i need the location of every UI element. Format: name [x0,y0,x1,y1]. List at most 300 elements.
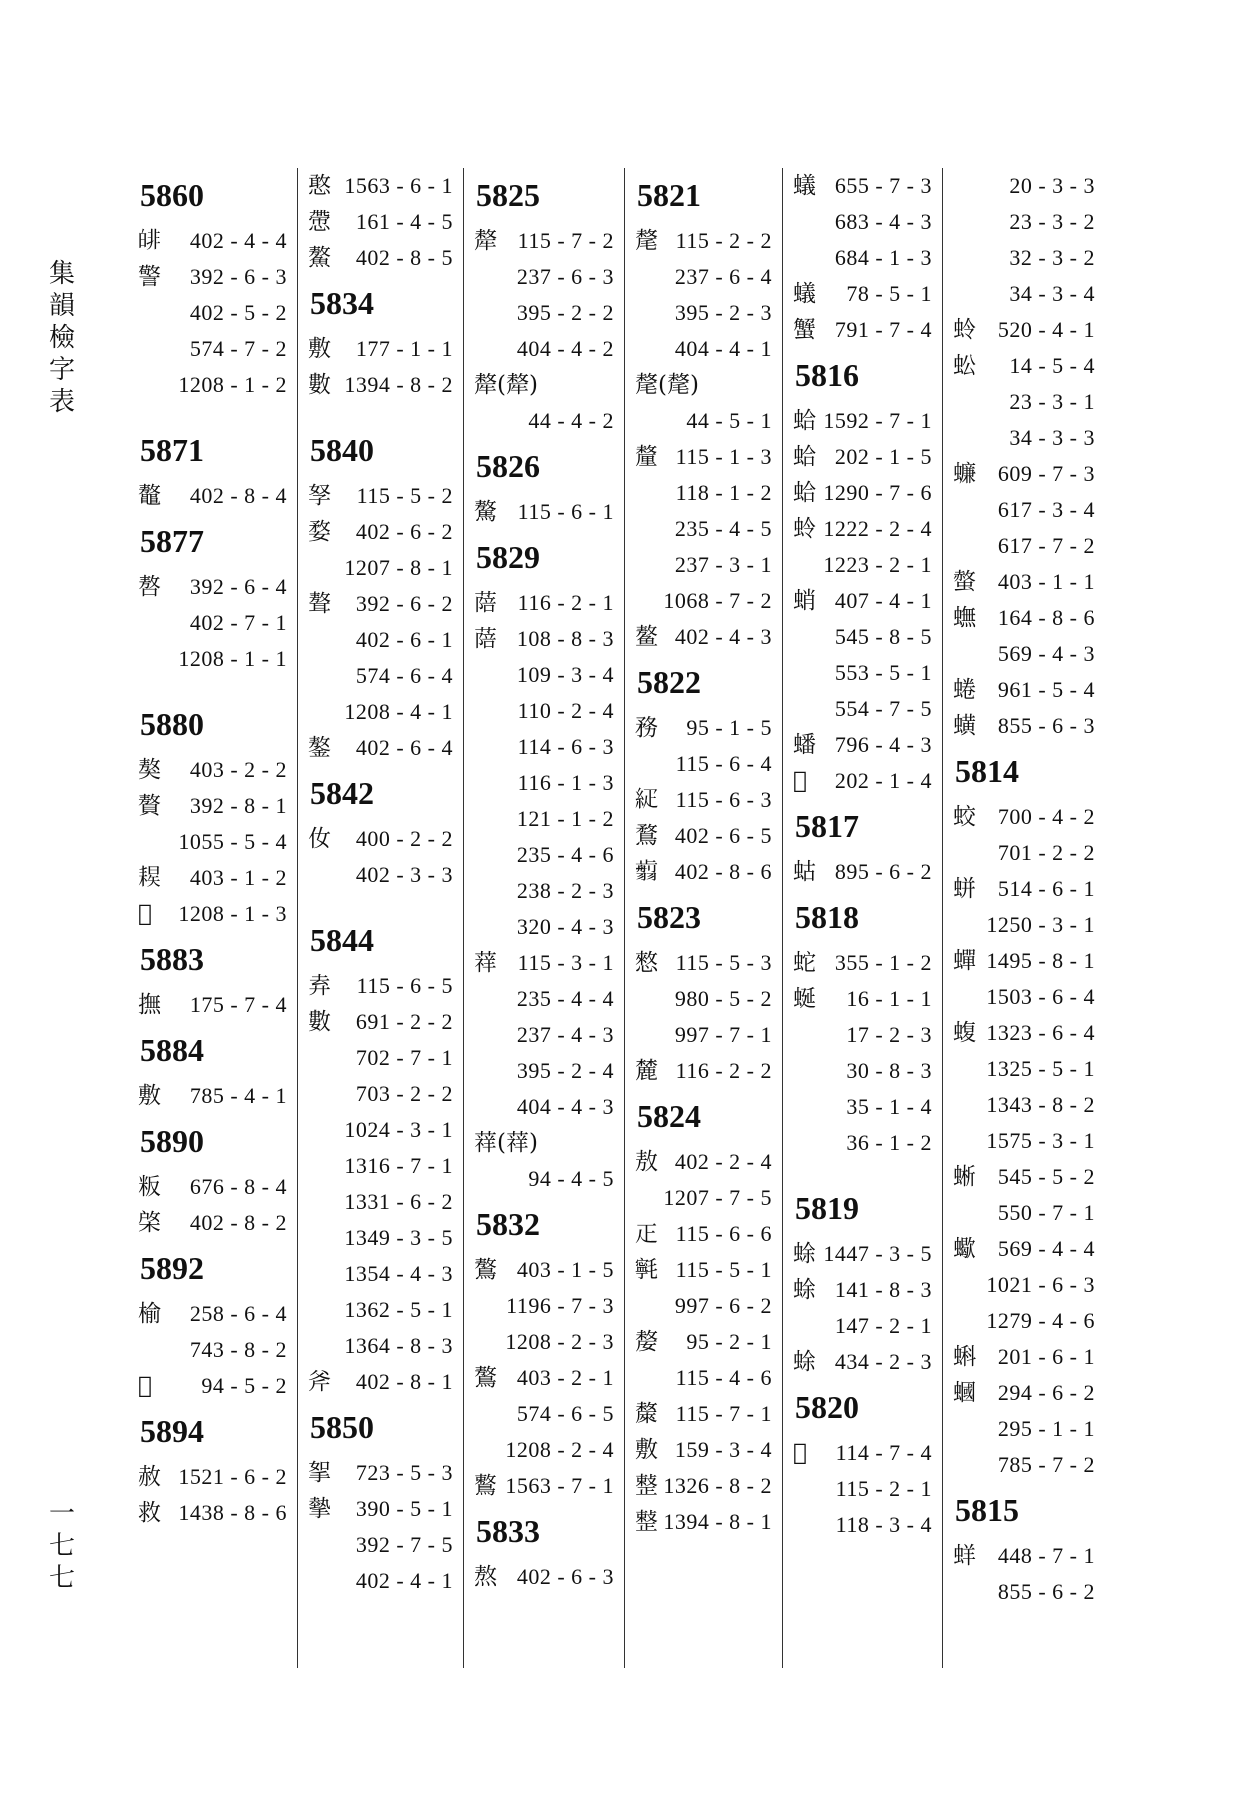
index-entry [306,694,457,730]
index-entry [791,619,936,655]
entry-character: 䔒 [474,590,497,616]
index-entry [136,223,291,259]
index-entry [633,1252,776,1288]
entry-character: 聱 [308,591,331,617]
page-reference: 94 - 4 - 5 [528,1166,614,1191]
page-reference: 108 - 8 - 3 [516,626,614,651]
page-reference: 141 - 8 - 3 [834,1277,932,1302]
page-reference: 1364 - 8 - 3 [344,1333,453,1358]
index-entry [951,672,1099,708]
index-entry [951,1087,1099,1123]
page-reference: 785 - 7 - 2 [997,1452,1095,1477]
index-entry [472,1559,618,1595]
page-reference: 855 - 6 - 3 [997,713,1095,738]
entry-character: 蛤 [793,444,816,470]
index-entry [633,223,776,259]
page-reference: 404 - 4 - 3 [516,1094,614,1119]
entry-character: 𥿇 [635,787,658,813]
page-reference: 684 - 1 - 3 [834,245,932,270]
page-reference: 115 - 4 - 6 [675,1365,772,1390]
index-entry [951,276,1099,312]
entry-character: 䔒 [474,626,497,652]
page-reference: 36 - 1 - 2 [846,1130,932,1155]
index-entry [472,1432,618,1468]
index-entry [472,367,618,403]
page-reference: 791 - 7 - 4 [834,317,932,342]
index-entry [951,528,1099,564]
entry-character: 犛 [474,228,497,254]
index-entry [136,824,291,860]
index-entry [633,1432,776,1468]
index-entry [791,854,936,890]
page-reference: 1068 - 7 - 2 [663,588,772,613]
index-entry [791,168,936,204]
index-entry [633,1017,776,1053]
page-reference: 743 - 8 - 2 [189,1337,287,1362]
index-entry [951,1375,1099,1411]
page-reference: 1349 - 3 - 5 [344,1225,453,1250]
index-entry [633,746,776,782]
page-reference: 320 - 4 - 3 [516,914,614,939]
index-entry [791,547,936,583]
page-reference: 235 - 4 - 4 [516,986,614,1011]
page-reference: 403 - 1 - 2 [189,865,287,890]
index-entry [306,730,457,766]
page-reference: 545 - 5 - 2 [997,1164,1095,1189]
entry-character: 蛉 [953,317,976,343]
page-reference: 404 - 4 - 1 [674,336,772,361]
page-reference: 574 - 6 - 5 [516,1401,614,1426]
page-reference: 997 - 6 - 2 [674,1293,772,1318]
page-reference: 115 - 6 - 3 [675,787,772,812]
radical-group-heading: 5816 [795,357,859,393]
index-entry [472,1468,618,1504]
page-reference: 403 - 1 - 1 [997,569,1095,594]
index-entry [951,1303,1099,1339]
page-reference: 395 - 2 - 2 [516,300,614,325]
entry-character: 䔗 [474,950,497,976]
index-entry [306,1491,457,1527]
index-entry [951,1051,1099,1087]
index-entry [136,259,291,295]
page-reference: 115 - 6 - 1 [517,499,614,524]
entry-character: 蛇 [793,950,816,976]
page-reference: 609 - 7 - 3 [997,461,1095,486]
radical-group-heading: 5832 [476,1206,540,1242]
page-reference: 1316 - 7 - 1 [344,1153,453,1178]
index-entry [472,403,618,439]
index-entry [791,403,936,439]
entry-character: 救 [138,1500,161,1526]
index-entry [136,1205,291,1241]
page-reference: 402 - 4 - 1 [355,1568,453,1593]
page-reference: 1563 - 6 - 1 [344,173,453,198]
entry-character: 蟻 [793,173,816,199]
page-reference: 1222 - 2 - 4 [823,516,932,541]
page-reference: 402 - 5 - 2 [189,300,287,325]
index-entry [472,295,618,331]
index-entry [472,1252,618,1288]
index-entry [791,1017,936,1053]
page-reference: 78 - 5 - 1 [846,281,932,306]
index-entry [951,348,1099,384]
page-reference: 676 - 8 - 4 [189,1174,287,1199]
entry-character: 鷔 [474,1257,497,1283]
index-entry [306,622,457,658]
entry-character: 斧 [308,1369,331,1395]
index-entry [472,1360,618,1396]
page-reference: 785 - 4 - 1 [189,1083,287,1108]
entry-character: 氂 [635,228,658,254]
entry-character: 蜍 [793,1277,816,1303]
index-entry [306,331,457,367]
page-reference: 1343 - 8 - 2 [986,1092,1095,1117]
entry-character: 粄 [138,1174,161,1200]
entry-character: 嫠 [635,1329,658,1355]
page-number: 一 七 七 [48,1499,75,1593]
index-entry [791,763,936,799]
page-reference: 553 - 5 - 1 [834,660,932,685]
page-reference: 115 - 2 - 1 [835,1476,932,1501]
page-reference: 1021 - 6 - 3 [986,1272,1095,1297]
page-reference: 44 - 4 - 2 [528,408,614,433]
index-entry [306,168,457,204]
entry-character: 蝮 [953,1020,976,1046]
page-reference: 402 - 2 - 4 [674,1149,772,1174]
page-reference: 702 - 7 - 1 [355,1045,453,1070]
page-reference: 16 - 1 - 1 [846,986,932,1011]
page-reference: 35 - 1 - 4 [846,1094,932,1119]
index-entry [633,1468,776,1504]
index-entry [633,367,776,403]
index-entry [951,1411,1099,1447]
entry-character: 𦦒 [793,1440,807,1466]
page-reference: 403 - 1 - 5 [516,1257,614,1282]
page-reference: 723 - 5 - 3 [355,1460,453,1485]
radical-group-heading: 5840 [310,432,374,468]
index-entry [951,420,1099,456]
index-entry [951,1339,1099,1375]
page-reference: 997 - 7 - 1 [674,1022,772,1047]
radical-group-heading: 5871 [140,432,204,468]
index-entry [472,1125,618,1161]
index-entry [951,1015,1099,1051]
index-entry [951,835,1099,871]
page-reference: 32 - 3 - 2 [1009,245,1095,270]
index-entry [633,1504,776,1540]
page-reference: 545 - 8 - 5 [834,624,932,649]
page-reference: 980 - 5 - 2 [674,986,772,1011]
index-entry [633,1396,776,1432]
page-reference: 237 - 3 - 1 [674,552,772,577]
entry-character: 𦒕 [635,859,658,885]
page-reference: 569 - 4 - 4 [997,1236,1095,1261]
entry-character: 驁 [474,499,497,525]
entry-character: 蠍 [953,1236,976,1262]
index-entry [306,478,457,514]
index-entry [472,657,618,693]
entry-character: 犛(犛) [474,372,538,398]
page-reference: 23 - 3 - 2 [1009,209,1095,234]
page-reference: 392 - 7 - 5 [355,1532,453,1557]
entry-character: 㲰 [635,1257,658,1283]
page-reference: 402 - 4 - 3 [674,624,772,649]
index-entry [951,871,1099,907]
page-reference: 175 - 7 - 4 [189,992,287,1017]
page-reference: 550 - 7 - 1 [997,1200,1095,1225]
radical-group-heading: 5833 [476,1513,540,1549]
page-reference: 20 - 3 - 3 [1009,173,1095,198]
index-entry [472,981,618,1017]
page-reference: 1223 - 2 - 1 [823,552,932,577]
entry-character: 鷘 [474,1473,497,1499]
page-reference: 34 - 3 - 3 [1009,425,1095,450]
entry-character: 榆 [138,1301,161,1327]
page-reference: 202 - 1 - 5 [834,444,932,469]
radical-group-heading: 5826 [476,448,540,484]
page-reference: 402 - 8 - 1 [355,1369,453,1394]
page-reference: 1207 - 8 - 1 [344,555,453,580]
radical-group-heading: 5822 [637,664,701,700]
index-entry [633,1216,776,1252]
index-entry [951,1195,1099,1231]
entry-character: 蜍 [793,1241,816,1267]
page-reference: 115 - 5 - 3 [675,950,772,975]
page-reference: 1024 - 3 - 1 [344,1117,453,1142]
index-entry [472,729,618,765]
page-reference: 44 - 5 - 1 [686,408,772,433]
entry-character: 弆 [308,973,331,999]
index-entry [951,1574,1099,1610]
entry-character: 䔗(䔗) [474,1130,538,1156]
entry-character: 蛤 [793,408,816,434]
page-reference: 115 - 5 - 2 [356,483,453,508]
index-entry [633,1324,776,1360]
index-entry [472,909,618,945]
page-reference: 395 - 2 - 3 [674,300,772,325]
entry-character: 鳌 [635,624,658,650]
index-entry [791,312,936,348]
index-entry [136,788,291,824]
page-reference: 118 - 3 - 4 [835,1512,932,1537]
index-entry [791,1272,936,1308]
index-entry [472,331,618,367]
page-reference: 118 - 1 - 2 [675,480,772,505]
entry-character: 蚣 [953,353,976,379]
radical-group-heading: 5842 [310,775,374,811]
entry-character: 蛤 [793,480,816,506]
page-reference: 1290 - 7 - 6 [823,480,932,505]
entry-character: 蟱 [953,605,976,631]
index-entry [951,1538,1099,1574]
index-entry [791,1507,936,1543]
entry-character: 蟹 [793,317,816,343]
page-reference: 392 - 6 - 4 [189,574,287,599]
index-entry [306,821,457,857]
entry-character: 蟈 [953,1380,976,1406]
entry-character: 贅 [138,793,161,819]
entry-character: 數 [308,372,331,398]
running-title: 集 韻 檢 字 表 [48,259,75,417]
index-column-2 [298,168,464,1668]
entry-character: 敖 [635,1149,658,1175]
page-reference: 574 - 7 - 2 [189,336,287,361]
index-entry [136,1332,291,1368]
radical-group-heading: 5834 [310,285,374,321]
index-entry [136,1169,291,1205]
index-entry [791,727,936,763]
entry-character: 蛢 [953,876,976,902]
entry-character: 蝌 [953,1344,976,1370]
page-reference: 395 - 2 - 4 [516,1058,614,1083]
index-entry [951,600,1099,636]
page-reference: 14 - 5 - 4 [1009,353,1095,378]
index-entry [951,979,1099,1015]
page-reference: 116 - 2 - 1 [517,590,614,615]
page-reference: 1503 - 6 - 4 [986,984,1095,1009]
index-entry [136,1296,291,1332]
page-reference: 115 - 1 - 3 [675,444,772,469]
index-entry [633,1144,776,1180]
entry-character: 撫 [138,992,161,1018]
index-entry [472,259,618,295]
page-reference: 121 - 1 - 2 [516,806,614,831]
index-entry [472,837,618,873]
index-entry [136,1495,291,1531]
page-reference: 402 - 6 - 4 [355,735,453,760]
page-reference: 116 - 2 - 2 [675,1058,772,1083]
index-entry [472,1089,618,1125]
page-reference: 115 - 6 - 5 [356,973,453,998]
index-entry [136,896,291,932]
page-reference: 34 - 3 - 4 [1009,281,1095,306]
page-reference: 294 - 6 - 2 [997,1380,1095,1405]
entry-character: 蛸 [793,588,816,614]
index-entry [306,550,457,586]
page-reference: 402 - 8 - 4 [189,483,287,508]
page-reference: 1196 - 7 - 3 [506,1293,614,1318]
entry-character: 警 [138,264,161,290]
index-entry [951,1123,1099,1159]
entry-character: 挐 [308,1460,331,1486]
page-reference: 237 - 4 - 3 [516,1022,614,1047]
page-reference: 237 - 6 - 4 [674,264,772,289]
radical-group-heading: 5860 [140,177,204,213]
index-entry [951,1267,1099,1303]
index-entry [136,367,291,403]
index-entry [136,605,291,641]
entry-character: 敷 [635,1437,658,1463]
page-reference: 1495 - 8 - 1 [986,948,1095,973]
page-reference: 114 - 6 - 3 [517,734,614,759]
page-reference: 1394 - 8 - 2 [344,372,453,397]
index-entry [306,1292,457,1328]
page-reference: 1208 - 2 - 3 [505,1329,614,1354]
index-entry [633,1288,776,1324]
entry-character: 摰 [308,1496,331,1522]
page-reference: 402 - 6 - 3 [516,1564,614,1589]
index-entry [791,439,936,475]
index-entry [791,1435,936,1471]
page-reference: 1208 - 1 - 2 [178,372,287,397]
index-entry [136,641,291,677]
index-entry [791,981,936,1017]
entry-character: 嗸 [138,574,161,600]
index-entry [306,1256,457,1292]
index-entry [472,223,618,259]
index-entry [633,710,776,746]
entry-character: 獒 [138,757,161,783]
index-entry [472,1324,618,1360]
index-entry [633,619,776,655]
entry-character: 蜒 [793,986,816,1012]
page-reference: 402 - 8 - 5 [355,245,453,270]
page-reference: 95 - 1 - 5 [686,715,772,740]
entry-character: 蠊 [953,461,976,487]
page-reference: 402 - 6 - 2 [355,519,453,544]
index-entry [791,583,936,619]
index-entry [951,168,1099,204]
entry-character: 斄 [635,1401,658,1427]
entry-character: 蟬 [953,948,976,974]
index-entry [136,1078,291,1114]
entry-character: 氂(氂) [635,372,699,398]
page-reference: 855 - 6 - 2 [997,1579,1095,1604]
index-entry [951,1447,1099,1483]
entry-character: 釐 [635,444,658,470]
index-entry [136,295,291,331]
page-reference: 402 - 8 - 2 [189,1210,287,1235]
entry-character: 鰲 [308,245,331,271]
page-reference: 402 - 7 - 1 [189,610,287,635]
index-entry [306,658,457,694]
index-entry [633,945,776,981]
page-reference: 161 - 4 - 5 [355,209,453,234]
index-entry [791,240,936,276]
index-entry [306,1040,457,1076]
entry-character: 鶩 [635,823,658,849]
entry-character: 蛉 [793,516,816,542]
page-reference: 402 - 8 - 6 [674,859,772,884]
page-reference: 1563 - 7 - 1 [505,1473,614,1498]
page-reference: 703 - 2 - 2 [355,1081,453,1106]
index-entry [791,1236,936,1272]
index-entry [951,312,1099,348]
index-entry [951,456,1099,492]
entry-character: 婺 [308,519,331,545]
entry-character: 蜥 [953,1164,976,1190]
index-entry [951,492,1099,528]
page-reference: 617 - 7 - 2 [997,533,1095,558]
index-entry [633,1180,776,1216]
index-entry [791,655,936,691]
radical-group-heading: 5877 [140,523,204,559]
page-reference: 1592 - 7 - 1 [823,408,932,433]
index-entry [472,1053,618,1089]
page-reference: 448 - 7 - 1 [997,1543,1095,1568]
index-entry [472,693,618,729]
spacer [306,893,457,913]
index-entry [306,367,457,403]
page-reference: 569 - 4 - 3 [997,641,1095,666]
page-reference: 390 - 5 - 1 [355,1496,453,1521]
index-entry [951,204,1099,240]
index-column-5 [783,168,943,1668]
page-reference: 115 - 7 - 2 [517,228,614,253]
index-entry [951,708,1099,744]
index-entry [306,1364,457,1400]
radical-group-heading: 5884 [140,1032,204,1068]
